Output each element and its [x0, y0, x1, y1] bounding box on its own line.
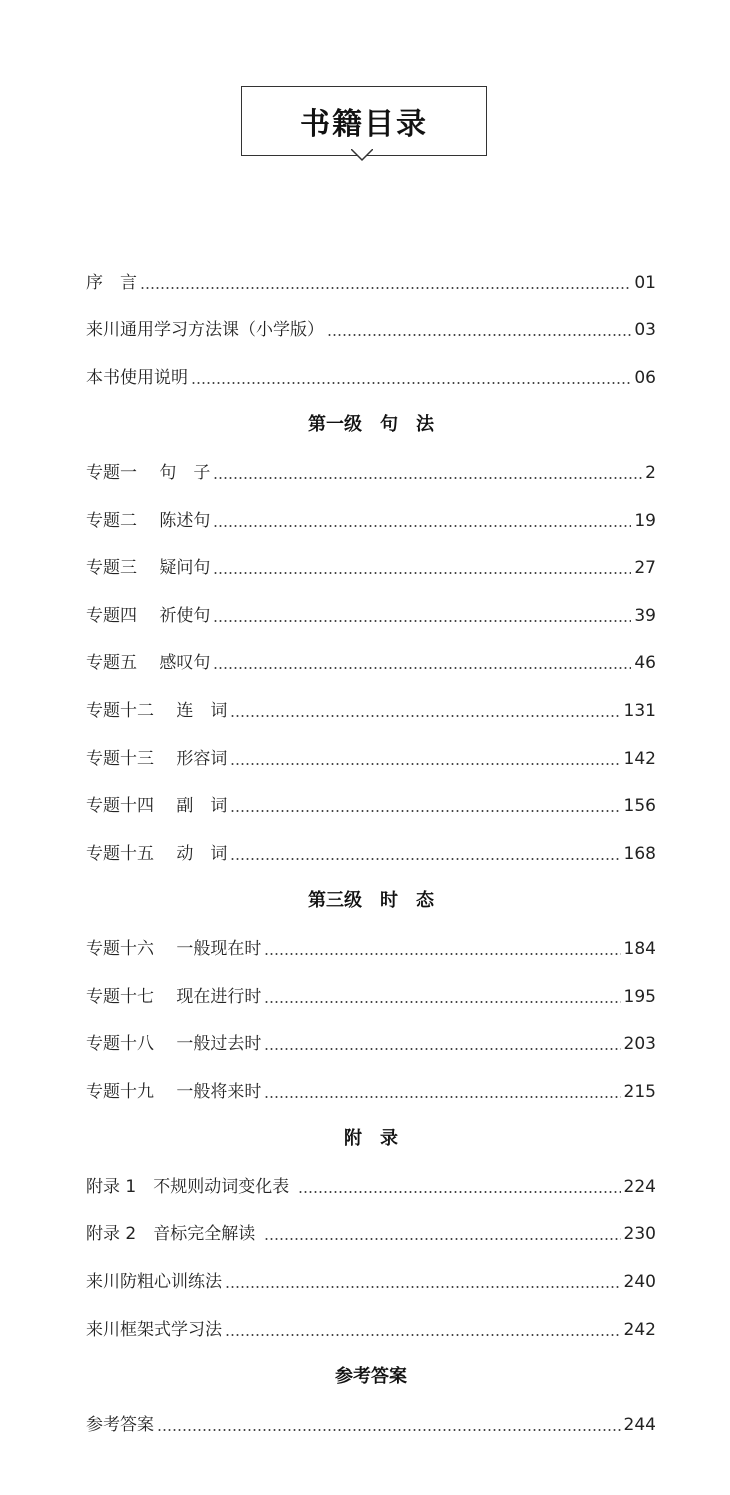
toc-entry-label: 专题四 祈使句	[86, 605, 211, 626]
toc-entry-page: 2	[645, 462, 656, 483]
dot-leader	[230, 858, 620, 860]
toc-entry[interactable]	[86, 627, 656, 675]
dot-leader	[327, 334, 631, 336]
dot-leader	[264, 1048, 620, 1050]
toc-entry[interactable]	[86, 1150, 656, 1198]
toc-entry-page: 03	[634, 320, 656, 341]
toc-entry[interactable]	[86, 960, 656, 1008]
toc-entry[interactable]	[86, 579, 656, 627]
toc-entry-label: 专题一 句 子	[86, 462, 211, 483]
toc-entry-page: 19	[634, 510, 656, 531]
dot-leader	[298, 1191, 621, 1193]
toc-entry[interactable]	[86, 1388, 656, 1436]
toc-entry-label: 专题十二 连 词	[86, 700, 228, 721]
toc-entry-label: 附录 2 音标完全解读	[86, 1224, 261, 1245]
toc-entry[interactable]	[86, 246, 656, 294]
toc-entry-page: 242	[623, 1319, 656, 1340]
dot-leader	[230, 763, 620, 765]
toc-entry[interactable]	[86, 912, 656, 960]
toc-entry-label: 专题二 陈述句	[86, 510, 211, 531]
toc-entry[interactable]	[86, 722, 656, 770]
toc-entry-page: 142	[623, 748, 656, 769]
toc-entry[interactable]	[86, 484, 656, 532]
dot-leader	[264, 953, 620, 955]
toc-entry-page: 230	[623, 1224, 656, 1245]
toc-entry-label: 专题十四 副 词	[86, 796, 228, 817]
toc-entry-page: 39	[634, 605, 656, 626]
dot-leader	[213, 525, 631, 527]
dot-leader	[191, 382, 631, 384]
toc-entry-page: 215	[623, 1081, 656, 1102]
toc-entry[interactable]	[86, 1245, 656, 1293]
dot-leader	[230, 715, 620, 717]
toc-entry-label: 专题十九 一般将来时	[86, 1081, 262, 1102]
toc-entry-page: 27	[634, 558, 656, 579]
section-heading: 参考答案	[335, 1366, 407, 1388]
toc-entry-page: 156	[623, 796, 656, 817]
title-pointer-icon	[351, 149, 373, 171]
toc-entry-label: 本书使用说明	[86, 367, 188, 388]
toc-entry-label: 来川防粗心训练法	[86, 1272, 222, 1293]
section-heading: 第三级 时 态	[308, 890, 434, 912]
title-box	[241, 86, 487, 156]
page-title: 书籍目录	[300, 107, 428, 142]
toc-entry-page: 06	[634, 367, 656, 388]
toc-entry-label: 专题十八 一般过去时	[86, 1034, 262, 1055]
toc-entry[interactable]	[86, 770, 656, 818]
dot-leader	[157, 1429, 621, 1431]
toc-entry[interactable]	[86, 294, 656, 342]
toc-entry[interactable]	[86, 532, 656, 580]
dot-leader	[264, 1001, 620, 1003]
toc-entry[interactable]	[86, 341, 656, 389]
toc-entry-label: 来川框架式学习法	[86, 1319, 222, 1340]
toc-entry-label: 专题十七 现在进行时	[86, 986, 262, 1007]
toc-entry-page: 244	[623, 1414, 656, 1435]
toc-entry-label: 专题十六 一般现在时	[86, 938, 262, 959]
dot-leader	[213, 667, 631, 669]
toc-entry-label: 专题十五 动 词	[86, 843, 228, 864]
dot-leader	[213, 572, 631, 574]
dot-leader	[230, 810, 620, 812]
dot-leader	[264, 1238, 621, 1240]
toc-entry[interactable]	[86, 674, 656, 722]
toc-entry-page: 240	[623, 1272, 656, 1293]
section-heading: 第一级 句 法	[308, 414, 434, 436]
dot-leader	[225, 1286, 621, 1288]
dot-leader	[225, 1334, 621, 1336]
toc-entry-page: 01	[634, 272, 656, 293]
section-heading: 附 录	[344, 1128, 398, 1150]
toc-entry-page: 46	[634, 653, 656, 674]
toc-entry-label: 专题五 感叹句	[86, 653, 211, 674]
toc-entry[interactable]	[86, 1008, 656, 1056]
toc-entry-label: 附录 1 不规则动词变化表	[86, 1176, 295, 1197]
toc-entry-page: 184	[623, 938, 656, 959]
toc-entry[interactable]	[86, 1293, 656, 1341]
toc-entry-label: 专题十三 形容词	[86, 748, 228, 769]
dot-leader	[213, 477, 642, 479]
toc-entry-page: 131	[623, 700, 656, 721]
toc-entry[interactable]	[86, 1198, 656, 1246]
toc-entry-label: 来川通用学习方法课（小学版）	[86, 320, 324, 341]
toc-entry-label: 专题三 疑问句	[86, 558, 211, 579]
toc-entry-page: 224	[623, 1176, 656, 1197]
dot-leader	[140, 287, 631, 289]
toc-entry[interactable]	[86, 1055, 656, 1103]
toc-entry-label: 序 言	[86, 272, 137, 293]
toc-entry[interactable]	[86, 436, 656, 484]
toc-entry[interactable]	[86, 817, 656, 865]
toc-entry-page: 195	[623, 986, 656, 1007]
table-of-contents	[86, 246, 656, 1436]
dot-leader	[213, 620, 631, 622]
toc-entry-page: 168	[623, 843, 656, 864]
toc-entry-page: 203	[623, 1034, 656, 1055]
dot-leader	[264, 1096, 620, 1098]
toc-entry-label: 参考答案	[86, 1414, 154, 1435]
